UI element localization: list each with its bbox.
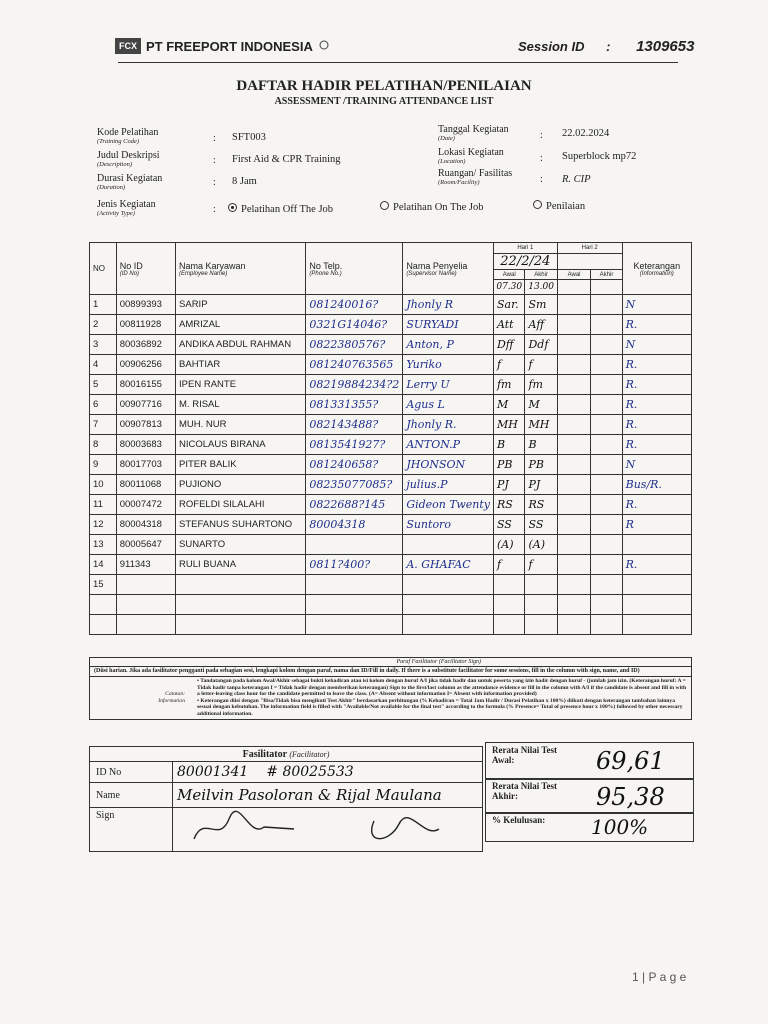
cell-day2-akhir — [591, 535, 622, 555]
col-id: No ID (ID No) — [116, 243, 175, 295]
cell-keterangan — [622, 595, 691, 615]
cell-supervisor: Jhonly R. — [403, 415, 494, 435]
cell-day2-akhir — [591, 455, 622, 475]
cell-no: 14 — [90, 555, 117, 575]
cell-supervisor: SURYADI — [403, 315, 494, 335]
cell-phone: 0813541927? — [306, 435, 403, 455]
cell-day2-awal — [557, 315, 591, 335]
score-kelulusan: % Kelulusan: 100% — [485, 812, 694, 842]
cell-id: 80011068 — [116, 475, 175, 495]
cell-day2-awal — [557, 555, 591, 575]
cell-supervisor: Anton, P — [403, 335, 494, 355]
cell-day2-akhir — [591, 315, 622, 335]
cell-no — [90, 595, 117, 615]
cell-id: 80036892 — [116, 335, 175, 355]
facilitator-name: Meilvin Pasoloran & Rijal Maulana — [173, 783, 483, 808]
cell-day2-awal — [557, 595, 591, 615]
cell-day2-awal — [557, 375, 591, 395]
cell-day1-akhir: B — [525, 435, 557, 455]
catatan-box: Catatan: Information • Tandatangan pada kolom Awal/Akhir sebagai bukti kehadiran atau isi kolom dengan huruf A/I jika tidak hadir dan untuk peserta yang izin hadir dengan huruf - (jumlah jam izin. (Keterangan huruf: A = Tidak hadir tanpa keterangan I = Tidak hadir dengan memberikan keterangan) Sign to the first/last column as the attendance evidence or fill in the column with A/I if the candidate is absent and fill in with a letter-leaving class hour for the candidate permitted to leave the class. (A= Absent without information I= Absent with information provided) • Keterangan diisi dengan "Bisa/Tidak bisa mengikuti Test Akhir" berdasarkan perhitungan (% Kehadiran = Total Jam Hadir / Durasi Pelatihan x 100%) diikuti dengan keterangan tambahan lainnya sesuai dengan kebutuhan. The information field is filled with "Available/Not available for the final test" according to the formula (% Presence= Total of presence hour x 100%) followed by other necessary additional information. — [89, 676, 692, 720]
durasi-label: Durasi Kegiatan (Duration) — [97, 173, 163, 191]
cell-phone: 081240658? — [306, 455, 403, 475]
col-keterangan: Keterangan (Information) — [622, 243, 691, 295]
cell-name: STEFANUS SUHARTONO — [176, 515, 306, 535]
cell-day1-awal: B — [493, 435, 525, 455]
table-row — [90, 335, 692, 355]
cell-keterangan: R — [622, 515, 691, 535]
cell-keterangan: Bus/R. — [622, 475, 691, 495]
cell-day2-akhir — [591, 295, 622, 315]
cell-supervisor: Suntoro — [403, 515, 494, 535]
radio-empty-icon — [533, 200, 542, 209]
cell-name: AMRIZAL — [176, 315, 306, 335]
cell-supervisor: Lerry U — [403, 375, 494, 395]
note-bullet-2: • Keterangan diisi dengan "Bisa/Tidak bisa mengikuti Test Akhir" berdasarkan perhitungan (% Kehadiran = Total Jam Hadir / Durasi Pelatihan x 100%) diikuti dengan keterangan tambahan lainnya sesuai dengan kebutuhan. The information field is filled with "Available/Not available for the final test" according to the formula (% Presence= Total of presence hour x 100%) followed by other necessary additional information. — [197, 697, 683, 717]
globe-icon — [318, 40, 330, 52]
cell-day2-awal — [557, 455, 591, 475]
cell-day2-awal — [557, 295, 591, 315]
cell-phone: 081240763565 — [306, 355, 403, 375]
cell-day2-akhir — [591, 555, 622, 575]
logo-icon: FCX — [115, 38, 141, 54]
cell-name: SUNARTO — [176, 535, 306, 555]
col-name: Nama Karyawan (Employee Name) — [176, 243, 306, 295]
page-number: 1 | P a g e — [632, 970, 687, 984]
facilitator-table: Fasilitator (Facilitator) ID No 80001341 # 80025533 Name Meilvin Pasoloran & Rijal Maulana Sign — [89, 746, 483, 852]
ruangan-label: Ruangan/ Fasilitas (Room/Facility) — [438, 168, 513, 186]
col-supervisor: Nama Penyelia (Supervisor Name) — [403, 243, 494, 295]
table-row — [90, 355, 692, 375]
note-bullet-1: • Tandatangan pada kolom Awal/Akhir sebagai bukti kehadiran atau isi kolom dengan huruf A/I jika tidak hadir dan untuk peserta yang izin hadir dengan huruf - (jumlah jam izin. (Keterangan huruf: A = Tidak hadir tanpa keterangan I = Tidak hadir dengan memberikan keterangan) Sign to the first/last column as the attendance evidence or fill in the column with A/I if the candidate is absent and fill in with a letter-leaving class hour for the candidate permitted to leave the class. (A= Absent without information I= Absent with information provided) — [197, 678, 687, 698]
cell-id: 00007472 — [116, 495, 175, 515]
cell-no: 2 — [90, 315, 117, 335]
col-hari2: Hari 2 — [557, 243, 622, 254]
cell-id: 80004318 — [116, 515, 175, 535]
cell-no: 8 — [90, 435, 117, 455]
ruangan-value: R. CIP — [562, 174, 591, 185]
cell-no: 1 — [90, 295, 117, 315]
table-row — [90, 455, 692, 475]
cell-day2-akhir — [591, 375, 622, 395]
cell-keterangan: R. — [622, 375, 691, 395]
col-no: NO — [90, 243, 117, 295]
document-page: FCX PT FREEPORT INDONESIA Session ID : 1309653 DAFTAR HADIR PELATIHAN/PENILAIAN ASSESSMENT /TRAINING ATTENDANCE LIST Kode Pelatihan (Training Code) Judul Deskripsi (Description) Durasi Kegiatan (Duration) Jenis Kegiatan (Activity Type) : : : : SFT003 First Aid & CPR Training 8 Jam Pelatihan Off The Job Pelatihan On The Job Penilaian Tanggal Kegiatan (Date) Lokasi Kegiatan (Location) Ruangan/ Fasilitas (Room/Facility) : : : 22.02.2024 Superblock mp72 R. CIP NO No ID (ID No) Nama Karyawan (Employee Name) No Telp. (Phone No.) Nama Penyelia (Supervisor Name) Hari 1 Hari 2 Keterangan (Information) 22/2/24 Awal Akhir Awal Akhir 07.30 13.00 1 00899393 SARIP 081240016? Jhonly R Sar. Sm N 2 00811928 AMRIZAL 0321G14046? SURYADI Att Aff R. 3 80036892 ANDIKA ABDUL RAHMAN 0822380576? Anton, P Dff Ddf N 4 00906256 BAHTIAR 081240763565 Yuriko f f R. 5 80016155 IPEN RANTE 08219884234?2 Lerry U fm fm R. 6 00907716 M. RISAL 081331355? Agus L M M R. 7 00907813 MUH. NUR 082143488? Jhonly R. MH MH R. 8 80003683 NICOLAUS BIRANA 0813541927? ANTON.P B B R. 9 80017703 PITER BALIK 081240658? JHONSON PB PB N 10 80011068 PUJIONO 08235077085? julius.P PJ PJ Bus/R. 11 00007472 ROFELDI SILALAHI 0822688?145 Gideon Twenty RS RS R. 12 80004318 STEFANUS SUHARTONO 80004318 Suntoro SS SS R 13 80005647 SUNARTO (A) (A) 14 911343 RULI BUANA 0811?400? A. GHAFAC f f R. 15 Paraf Fasilitator (Facilitator Sign) (Diisi harian. Jika ada fasilitator pengganti pada sebagian sesi, lengkapi kolom dengan paraf, nama dan ID/Fill in daily. If there is a substitute facilitator for some sessions, fill in the column with sign, name, and ID) Catatan: Information • Tandatangan pada kolom Awal/Akhir sebagai bukti kehadiran atau isi kolom dengan huruf A/I jika tidak hadir dan untuk peserta yang izin hadir dengan huruf - (jumlah jam izin. (Keterangan huruf: A = Tidak hadir tanpa keterangan I = Tidak hadir dengan memberikan keterangan) Sign to the first/last column as the attendance evidence or fill in the column with A/I if the candidate is absent and fill in with a letter-leaving class hour for the candidate permitted to leave the class. (A= Absent without information I= Absent with information provided) • Keterangan diisi dengan "Bisa/Tidak bisa mengikuti Test Akhir" berdasarkan perhitungan (% Kehadiran = Total Jam Hadir / Durasi Pelatihan x 100%) diikuti dengan keterangan tambahan lainnya sesuai dengan kebutuhan. The information field is filled with "Available/Not available for the final test" according to the formula (% Presence= Total of presence hour x 100%) followed by other necessary additional information. Fasilitator (Facilitator) ID No 80001341 # 80025533 Name Meilvin Pasoloran & Rijal Maulana Sign Rerata Nilai Test Awal: 69,61 Rerata Nilai Test Akhir: 95,38 % Kelulusan: 100% 1 | P a g e — [0, 0, 768, 1024]
cell-keterangan: R. — [622, 355, 691, 375]
day1-awal: Awal — [493, 270, 525, 280]
activity-option-penilaian[interactable]: Penilaian — [533, 200, 585, 212]
cell-phone: 80004318 — [306, 515, 403, 535]
cell-no: 7 — [90, 415, 117, 435]
cell-day2-akhir — [591, 575, 622, 595]
day1-time-awal: 07.30 — [493, 280, 525, 295]
cell-day2-akhir — [591, 515, 622, 535]
table-row — [90, 495, 692, 515]
cell-phone — [306, 615, 403, 635]
cell-supervisor — [403, 575, 494, 595]
session-id-value: 1309653 — [636, 38, 695, 55]
cell-no: 6 — [90, 395, 117, 415]
cell-day1-akhir: MH — [525, 415, 557, 435]
table-row — [90, 475, 692, 495]
cell-name: ANDIKA ABDUL RAHMAN — [176, 335, 306, 355]
company-name: PT FREEPORT INDONESIA — [146, 38, 313, 54]
cell-phone — [306, 575, 403, 595]
cell-keterangan: R. — [622, 395, 691, 415]
cell-day2-awal — [557, 395, 591, 415]
cell-day2-awal — [557, 615, 591, 635]
cell-day1-awal: PB — [493, 455, 525, 475]
col-phone: No Telp. (Phone No.) — [306, 243, 403, 295]
cell-day1-akhir: Ddf — [525, 335, 557, 355]
cell-supervisor: ANTON.P — [403, 435, 494, 455]
cell-phone: 0822380576? — [306, 335, 403, 355]
cell-day2-akhir — [591, 335, 622, 355]
cell-no: 13 — [90, 535, 117, 555]
cell-supervisor: JHONSON — [403, 455, 494, 475]
facilitator-signatures — [173, 808, 483, 852]
cell-no: 4 — [90, 355, 117, 375]
cell-no: 5 — [90, 375, 117, 395]
cell-day2-awal — [557, 415, 591, 435]
cell-day1-awal — [493, 595, 525, 615]
cell-name: PUJIONO — [176, 475, 306, 495]
cell-day1-akhir: M — [525, 395, 557, 415]
cell-day1-awal: f — [493, 355, 525, 375]
cell-no: 10 — [90, 475, 117, 495]
cell-id: 80016155 — [116, 375, 175, 395]
cell-keterangan — [622, 615, 691, 635]
cell-day1-awal: f — [493, 555, 525, 575]
table-row — [90, 435, 692, 455]
daily-instruction: (Diisi harian. Jika ada fasilitator pengganti pada sebagian sesi, lengkapi kolom dengan paraf, nama dan ID/Fill in daily. If there is a substitute facilitator for some sessions, fill in the column with sign, name, and ID) — [89, 666, 692, 676]
cell-id: 80017703 — [116, 455, 175, 475]
cell-no — [90, 615, 117, 635]
cell-name: RULI BUANA — [176, 555, 306, 575]
cell-day1-akhir: PB — [525, 455, 557, 475]
cell-name: NICOLAUS BIRANA — [176, 435, 306, 455]
judul-value: First Aid & CPR Training — [232, 154, 341, 165]
cell-day2-awal — [557, 495, 591, 515]
session-id: Session ID : 1309653 — [518, 38, 695, 55]
score-akhir: Rerata Nilai Test Akhir: 95,38 — [485, 778, 694, 814]
cell-name: BAHTIAR — [176, 355, 306, 375]
table-row — [90, 595, 692, 615]
cell-day1-awal — [493, 615, 525, 635]
cell-day1-akhir: (A) — [525, 535, 557, 555]
cell-no: 12 — [90, 515, 117, 535]
cell-id: 00907716 — [116, 395, 175, 415]
cell-day2-awal — [557, 355, 591, 375]
activity-option-on-job[interactable]: Pelatihan On The Job — [380, 201, 484, 213]
cell-supervisor — [403, 595, 494, 615]
cell-day2-akhir — [591, 495, 622, 515]
cell-supervisor: Agus L — [403, 395, 494, 415]
paraf-label: Paraf Fasilitator (Facilitator Sign) — [89, 657, 692, 666]
radio-empty-icon — [380, 201, 389, 210]
cell-no: 15 — [90, 575, 117, 595]
day1-date: 22/2/24 — [493, 254, 557, 270]
kode-value: SFT003 — [232, 132, 266, 143]
cell-supervisor: Jhonly R — [403, 295, 494, 315]
cell-day1-akhir: Aff — [525, 315, 557, 335]
cell-id: 911343 — [116, 555, 175, 575]
tanggal-value: 22.02.2024 — [562, 128, 610, 139]
notes-section — [89, 657, 692, 720]
cell-day1-awal: RS — [493, 495, 525, 515]
cell-supervisor: A. GHAFAC — [403, 555, 494, 575]
cell-phone: 08235077085? — [306, 475, 403, 495]
cell-name: SARIP — [176, 295, 306, 315]
cell-phone: 08219884234?2 — [306, 375, 403, 395]
cell-name: ROFELDI SILALAHI — [176, 495, 306, 515]
tanggal-label: Tanggal Kegiatan (Date) — [438, 124, 509, 142]
table-row — [90, 395, 692, 415]
cell-name: PITER BALIK — [176, 455, 306, 475]
cell-id — [116, 595, 175, 615]
judul-label: Judul Deskripsi (Description) — [97, 150, 160, 168]
cell-day1-awal: M — [493, 395, 525, 415]
cell-keterangan — [622, 535, 691, 555]
lokasi-value: Superblock mp72 — [562, 151, 637, 162]
cell-day2-awal — [557, 475, 591, 495]
cell-keterangan: R. — [622, 415, 691, 435]
cell-keterangan: R. — [622, 315, 691, 335]
cell-day1-akhir: RS — [525, 495, 557, 515]
cell-name — [176, 595, 306, 615]
cell-id: 80005647 — [116, 535, 175, 555]
day2-akhir: Akhir — [591, 270, 622, 280]
cell-day2-akhir — [591, 355, 622, 375]
cell-supervisor: Yuriko — [403, 355, 494, 375]
cell-keterangan: N — [622, 455, 691, 475]
cell-name: M. RISAL — [176, 395, 306, 415]
facilitator-id: 80001341 # 80025533 — [173, 762, 483, 783]
cell-keterangan: N — [622, 295, 691, 315]
cell-day1-akhir: Sm — [525, 295, 557, 315]
cell-supervisor: Gideon Twenty — [403, 495, 494, 515]
table-row — [90, 515, 692, 535]
cell-id: 80003683 — [116, 435, 175, 455]
cell-day1-akhir — [525, 595, 557, 615]
cell-day2-awal — [557, 435, 591, 455]
cell-phone — [306, 535, 403, 555]
cell-phone: 082143488? — [306, 415, 403, 435]
attendance-table — [89, 242, 692, 635]
jenis-label: Jenis Kegiatan (Activity Type) — [97, 199, 156, 217]
cell-id — [116, 615, 175, 635]
cell-phone — [306, 595, 403, 615]
cell-day1-awal: PJ — [493, 475, 525, 495]
kode-label: Kode Pelatihan (Training Code) — [97, 127, 159, 145]
cell-day2-akhir — [591, 475, 622, 495]
cell-keterangan: R. — [622, 555, 691, 575]
col-hari1: Hari 1 — [493, 243, 557, 254]
table-row — [90, 315, 692, 335]
cell-keterangan: N — [622, 335, 691, 355]
cell-keterangan — [622, 575, 691, 595]
table-row — [90, 295, 692, 315]
cell-day1-awal: SS — [493, 515, 525, 535]
facilitator-title: Fasilitator (Facilitator) — [90, 747, 483, 762]
cell-name: IPEN RANTE — [176, 375, 306, 395]
cell-id: 00811928 — [116, 315, 175, 335]
table-row — [90, 555, 692, 575]
table-row — [90, 375, 692, 395]
cell-day1-awal: (A) — [493, 535, 525, 555]
cell-phone: 0811?400? — [306, 555, 403, 575]
table-row — [90, 575, 692, 595]
cell-supervisor — [403, 535, 494, 555]
table-row — [90, 615, 692, 635]
cell-day1-akhir: PJ — [525, 475, 557, 495]
cell-day1-akhir: SS — [525, 515, 557, 535]
cell-day1-akhir — [525, 575, 557, 595]
cell-day1-akhir: f — [525, 355, 557, 375]
cell-day2-awal — [557, 515, 591, 535]
cell-day1-awal: Att — [493, 315, 525, 335]
cell-supervisor: julius.P — [403, 475, 494, 495]
cell-day1-awal: fm — [493, 375, 525, 395]
day2-awal: Awal — [557, 270, 591, 280]
cell-day1-awal: Dff — [493, 335, 525, 355]
cell-day1-awal — [493, 575, 525, 595]
day2-date — [557, 254, 622, 270]
cell-phone: 0822688?145 — [306, 495, 403, 515]
score-awal: Rerata Nilai Test Awal: 69,61 — [485, 742, 694, 780]
cell-no: 9 — [90, 455, 117, 475]
cell-day1-awal: Sar. — [493, 295, 525, 315]
cell-id — [116, 575, 175, 595]
cell-keterangan: R. — [622, 495, 691, 515]
cell-day1-awal: MH — [493, 415, 525, 435]
cell-no: 11 — [90, 495, 117, 515]
cell-day1-akhir: fm — [525, 375, 557, 395]
cell-name: MUH. NUR — [176, 415, 306, 435]
cell-day1-akhir — [525, 615, 557, 635]
cell-id: 00907813 — [116, 415, 175, 435]
table-row — [90, 535, 692, 555]
activity-option-off-job[interactable]: Pelatihan Off The Job — [228, 203, 333, 215]
cell-day2-awal — [557, 575, 591, 595]
cell-name — [176, 575, 306, 595]
cell-supervisor — [403, 615, 494, 635]
cell-day1-akhir: f — [525, 555, 557, 575]
cell-day2-akhir — [591, 435, 622, 455]
cell-name — [176, 615, 306, 635]
day1-time-akhir: 13.00 — [525, 280, 557, 295]
cell-day2-akhir — [591, 615, 622, 635]
company-logo — [115, 38, 330, 54]
day1-akhir: Akhir — [525, 270, 557, 280]
table-row — [90, 415, 692, 435]
cell-day2-akhir — [591, 415, 622, 435]
radio-selected-icon — [228, 203, 237, 212]
cell-day2-akhir — [591, 595, 622, 615]
header-divider — [118, 62, 678, 63]
cell-keterangan: R. — [622, 435, 691, 455]
cell-phone: 081331355? — [306, 395, 403, 415]
cell-day2-awal — [557, 335, 591, 355]
cell-id: 00899393 — [116, 295, 175, 315]
page-title: DAFTAR HADIR PELATIHAN/PENILAIAN — [236, 78, 532, 94]
cell-day2-akhir — [591, 395, 622, 415]
cell-no: 3 — [90, 335, 117, 355]
lokasi-label: Lokasi Kegiatan (Location) — [438, 147, 504, 165]
cell-id: 00906256 — [116, 355, 175, 375]
page-subtitle: ASSESSMENT /TRAINING ATTENDANCE LIST — [274, 96, 494, 107]
durasi-value: 8 Jam — [232, 176, 257, 187]
cell-day2-awal — [557, 535, 591, 555]
cell-phone: 0321G14046? — [306, 315, 403, 335]
cell-phone: 081240016? — [306, 295, 403, 315]
